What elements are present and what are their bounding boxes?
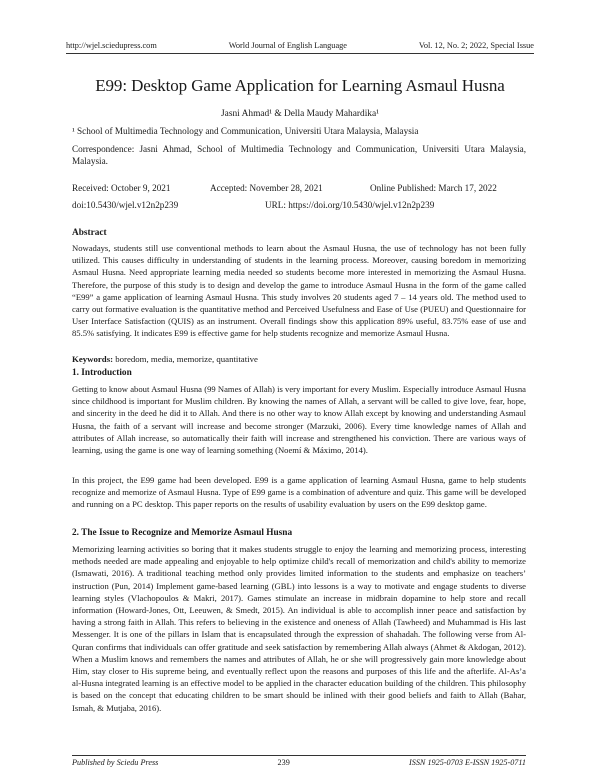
page-footer <box>72 758 526 767</box>
abstract-heading: Abstract <box>72 228 107 238</box>
volume-issue: Vol. 12, No. 2; 2022, Special Issue <box>418 41 534 50</box>
paper-title: E99: Desktop Game Application for Learning Asmaul Husna <box>95 76 505 95</box>
footer-divider <box>72 755 526 756</box>
author-list: Jasni Ahmad¹ & Della Maudy Mahardika¹ <box>221 109 379 119</box>
running-header <box>66 41 534 50</box>
section-1-paragraph-1: Getting to know about Asmaul Husna (99 Names of Allah) is very important for every Muslim. Especially introduce Asmaul Husna since childhood is important for Muslim children. By knowing the names of Allah, a servant will be called to give love, fear, hope, and sincerity in the deed he did it to Allah. And there is no other way to know Allah except by knowing and understanding Asmaul Husna, the faith of a servant will increase and become stronger (Marzuki, 2006). Every time knowledge names of Allah and attributes of Allah increase, so automatically their faith will increase and strengthened his conviction. There are various ways of learning, using the game is one way of learning something (Noemí & Máximo, 2014). <box>72 384 526 456</box>
doi-url[interactable]: URL: https://doi.org/10.5430/wjel.v12n2p239 <box>265 200 435 210</box>
keywords-label: Keywords: <box>72 354 114 364</box>
publisher: Published by Sciedu Press <box>72 758 159 767</box>
abstract-text: Nowadays, students still use conventional methods to learn about the Asmaul Husna, the use of technology has not been fully utilized. This causes difficulty in understanding of students in the learning process. Moreover, causing boredom in memorizing Asmaul Husna. Need appropriate learning media needed so students become more interested in memorizing the Asmaul Husna. Therefore, the purpose of this study is to design and develop the game to introduce Asmaul Husna in the form of the game called “E99” a game application of learning Asmaul Husna. This study involves 20 students aged 7 – 14 years old. The method used to carry out formative evaluation is the quantitative method and Perceived Usefulness and Ease of Use (PUEU) and Questionnaire for User Interface Satisfaction (QUIS) as an instrument. Overall findings show this application 89% useful, 83.75% ease of use and 85.5% satisfying. It indicates E99 is effective game for help students recognize and memorize Asmaul Husna. <box>72 243 526 339</box>
doi[interactable]: doi:10.5430/wjel.v12n2p239 <box>72 200 179 210</box>
keywords-text: boredom, media, memorize, quantitative <box>113 354 258 364</box>
correspondence: Correspondence: Jasni Ahmad, School of Multimedia Technology and Communication, Universiti Utara Malaysia, Malaysia. <box>72 144 526 167</box>
issn: ISSN 1925-0703 E-ISSN 1925-0711 <box>409 758 526 767</box>
section-2-heading: 2. The Issue to Recognize and Memorize Asmaul Husna <box>72 528 293 538</box>
journal-name: World Journal of English Language <box>228 41 347 50</box>
header-divider <box>66 53 534 54</box>
journal-url[interactable]: http://wjel.sciedupress.com <box>66 41 157 50</box>
keywords <box>72 354 258 364</box>
section-1-heading: 1. Introduction <box>72 368 132 378</box>
page-number: 239 <box>277 758 290 767</box>
received-date: Received: October 9, 2021 <box>72 183 171 193</box>
published-date: Online Published: March 17, 2022 <box>370 183 497 193</box>
section-1-paragraph-2: In this project, the E99 game had been developed. E99 is a game application of learning Asmaul Husna, game to help students recognize and memorize of Asmaul Husna. Type of E99 game is a combination of adventure and quiz. This game will be developed and running on a PC desktop. This paper reports on the results of usability evaluation by users on the E99 desktop game. <box>72 475 526 510</box>
accepted-date: Accepted: November 28, 2021 <box>210 183 323 193</box>
section-2-paragraph: Memorizing learning activities so boring that it makes students struggle to enjoy the learning and memorizing process, interesting methods needed are made appealing and enjoyable to help optimize child's recall of memorization and child's ability to memorize (Ismawati, 2016). A traditional teaching method only provides limited information to the students and emphasize on teachers’ instruction (Pun, 2014) Implement game-based learning (GBL) into lessons is a way to motivate and engage students to diverse learning styles (Vlachopoulos & Makri, 2017). Games stimulate an increase in midbrain dopamine to help store and recall information (Howard-Jones, Ott, Leeuwen, & Smedt, 2015). An individual is able to accomplish inner peace and satisfaction by having a strong faith in Allah. This refers to believing in the existence and oneness of Allah (Tawheed) and Muhammad is His last Messenger. It is one of the pillars in Islam that is encapsulated through the expression of shahadah. The following verse from Al-Quran confirms that individuals can offer gratitude and seek satisfaction by remembering Allah always (Ahmet & Akdogan, 2012). When a Muslim knows and remembers the names and attributes of Allah, he or she will progressively gain more knowledge about Him, stay closer to His supreme being, and eventually reflect upon the reasons and purposes of this life and the afterlife. Al-As’a al-Husna integrated learning is an effective model to be applied in the character education building of the children. This philosophy is based on the concept that educating children to be smart should be inlined with their good beliefs and faith to Allah (Bahar, Ismah, & Mutjaba, 2016). <box>72 544 526 713</box>
affiliation: ¹ School of Multimedia Technology and Communication, Universiti Utara Malaysia, Malaysia <box>72 126 419 136</box>
